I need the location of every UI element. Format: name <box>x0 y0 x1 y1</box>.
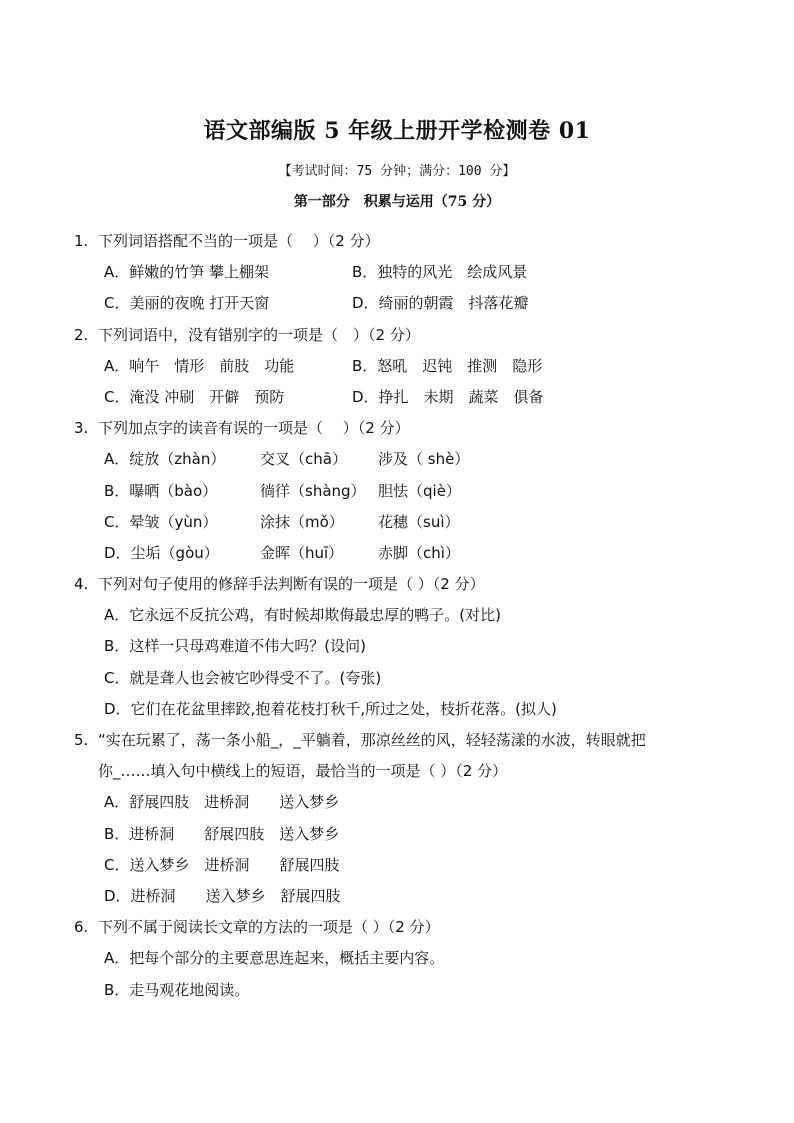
question-1 <box>74 226 714 320</box>
question-list <box>74 226 714 1006</box>
option-d: D．进桥洞 送入梦乡 舒展四肢 <box>104 886 341 905</box>
option-b: B．怒吼 迟钝 推测 隐形 <box>352 356 543 375</box>
question-stem: 下列对句子使用的修辞手法判断有误的一项是（ ）（2 分） <box>98 575 485 594</box>
question-stem-continued: 你_……填入句中横线上的短语，最恰当的一项是（ ）（2 分） <box>98 762 508 781</box>
option-b: B．曝晒（bào） 徜徉（shàng） 胆怯（qiè） <box>104 481 461 500</box>
option-c: C．美丽的夜晚 打开天窗 <box>104 294 270 313</box>
option-d: D．挣扎 未期 蔬菜 俱备 <box>352 387 544 406</box>
question-number: 6. <box>74 918 89 937</box>
question-number: 3. <box>74 419 89 438</box>
option-c: C．就是聋人也会被它吵得受不了。(夸张) <box>104 668 382 687</box>
question-number: 1. <box>74 232 89 250</box>
question-5 <box>74 725 714 912</box>
question-6 <box>74 912 714 1006</box>
section-heading: 第一部分 积累与运用（75 分） <box>293 194 501 210</box>
exam-info: 【考试时间：75 分钟；满分：100 分】 <box>278 164 516 179</box>
question-4 <box>74 569 714 725</box>
option-b: B．这样一只母鸡难道不伟大吗？(设问) <box>104 637 366 656</box>
option-c: C．晕皱（yùn） 涂抹（mǒ） 花穗（suì） <box>104 512 460 531</box>
option-a: A．它永远不反抗公鸡，有时候却欺侮最忠厚的鸭子。(对比) <box>104 606 501 625</box>
question-stem: 下列词语中，没有错别字的一项是（ ）（2 分） <box>98 325 420 344</box>
option-a: A．鲜嫩的竹笋 攀上棚架 <box>104 263 270 282</box>
question-3 <box>74 413 714 569</box>
option-b: B．走马观花地阅读。 <box>104 980 250 999</box>
option-d: D．绮丽的朝霞 抖落花瓣 <box>352 294 529 313</box>
option-a: A．舒展四肢 进桥洞 送入梦乡 <box>104 793 340 812</box>
option-d: D．尘垢（gòu） 金晖（huī） 赤脚（chì） <box>104 543 460 562</box>
question-number: 5. <box>74 731 89 749</box>
question-2 <box>74 320 714 414</box>
option-b: B．独特的风光 绘成风景 <box>352 263 528 282</box>
question-stem: 下列不属于阅读长文章的方法的一项是（ ）（2 分） <box>98 918 440 937</box>
option-d: D．它们在花盆里摔跤,抱着花枝打秋千,所过之处，枝折花落。(拟人) <box>104 699 557 718</box>
question-stem: 下列加点字的读音有误的一项是（ ）（2 分） <box>98 419 410 438</box>
option-a: A．响午 情形 前肢 功能 <box>104 356 295 375</box>
question-stem: 下列词语搭配不当的一项是（ ）（2 分） <box>98 232 380 250</box>
option-c: C．淹没 冲刷 开僻 预防 <box>104 387 285 406</box>
question-number: 2. <box>74 325 89 344</box>
option-a: A．把每个部分的主要意思连起来，概括主要内容。 <box>104 949 445 968</box>
option-a: A．绽放（zhàn） 交叉（chā） 涉及（ shè） <box>104 450 470 469</box>
question-number: 4. <box>74 575 89 594</box>
option-b: B．进桥洞 舒展四肢 送入梦乡 <box>104 824 340 843</box>
option-c: C．送入梦乡 进桥洞 舒展四肢 <box>104 855 340 874</box>
page-title: 语文部编版 5 年级上册开学检测卷 01 <box>203 118 591 144</box>
question-stem: “实在玩累了，荡一条小船_，_平躺着，那凉丝丝的风，轻轻荡漾的水波，转眼就把 <box>98 731 646 749</box>
